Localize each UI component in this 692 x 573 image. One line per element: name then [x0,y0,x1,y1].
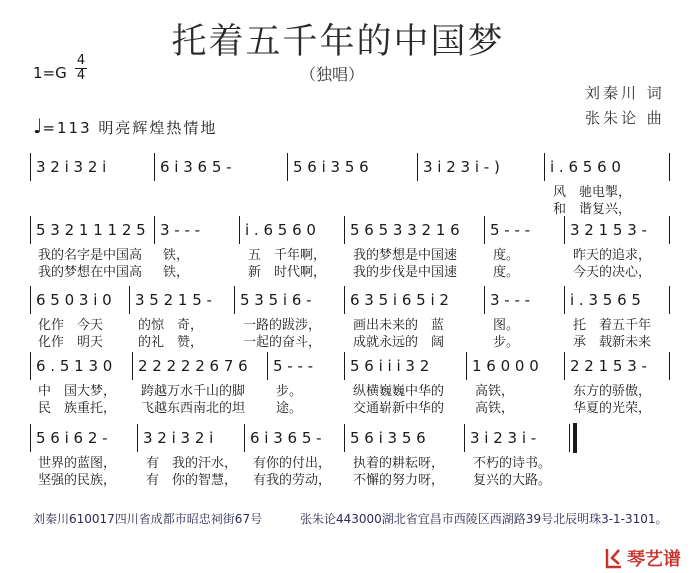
lyric-verse-2: 成就永远的 阔 [353,335,445,350]
measure [345,352,467,417]
measure [345,286,485,351]
measure [465,424,570,489]
measure-notes: 5 6 i 3 5 6 [345,424,465,452]
measure-notes: 6 . 5 1 3 0 [30,352,133,380]
measure-notes: 3 i 2 3 i - ) [418,153,545,181]
composer-credit: 张朱论 曲 [585,109,665,127]
measure-notes: 3 - - - [485,286,565,314]
measure [565,352,670,417]
measure-notes: 1 6 0 0 0 [467,352,565,380]
measure [155,216,240,281]
lyric-verse-1: 五 千年啊， [248,248,327,263]
lyric-verse-1: 世界的蓝图， [38,456,117,471]
measure [30,216,155,281]
quarter-note-icon: ♩ [33,114,43,138]
lyric-verse-1: 有 我的汗水， [146,456,238,471]
qinyipu-logo-icon [604,547,624,569]
staff-row-3 [30,286,670,351]
staff-row-4 [30,352,670,417]
measure [565,286,670,351]
measure-notes: 3 i 2 3 i - [465,424,570,452]
measure-notes: 2 2 1 5 3 - [565,352,670,380]
measure-notes: i . 6 5 6 0 [545,153,670,181]
lyric-verse-1: 一路的跋涉， [243,318,322,333]
lyric-verse-2: 交通崭新中华的 [353,401,445,416]
lyric-verse-2: 高铁， [475,401,515,416]
lyric-verse-2: 和 谐复兴， [553,202,632,217]
measure-notes: 3 2 i 3 2 i [138,424,245,452]
measure [418,153,545,181]
lyric-verse-2: 今天的决心， [573,265,652,280]
measure [138,424,245,489]
measure [30,352,133,417]
lyric-verse-2: 步。 [493,335,520,350]
song-title: 托着五千年的中国梦 [171,22,505,62]
measure-notes: 3 5 2 1 5 - [130,286,235,314]
lyric-verse-2: 我的梦想在中国高 [38,265,143,280]
site-logo [604,545,681,571]
lyric-verse-1: 我的名字是中国高 [38,248,143,263]
lyric-verse-1: 度。 [493,248,520,263]
measure-notes: 5 3 2 1 1 1 2 5 [30,216,155,244]
measure [268,352,345,417]
lyric-verse-1: 图。 [493,318,520,333]
lyric-verse-1: 画出未来的 蓝 [353,318,445,333]
lyric-verse-1: 中 国大梦， [38,384,117,399]
measure-notes: 6 i 3 6 5 - [245,424,345,452]
measure [288,153,418,181]
lyric-verse-1: 托 着五千年 [573,318,652,333]
lyric-verse-1: 铁， [163,248,190,263]
lyric-verse-2: 有我的劳动， [253,473,332,488]
lyric-verse-1: 有你的付出， [253,456,332,471]
measure [565,216,670,281]
lyric-verse-1: 跨越万水千山的脚 [141,384,246,399]
lyric-verse-1: 高铁， [475,384,515,399]
measure [485,216,565,281]
measure [345,216,485,281]
composer-address: 张朱论443000湖北省宜昌市西陵区西湖路39号北辰明珠3-1-3101。 [300,512,668,526]
final-double-barline [573,423,577,453]
measure-notes: 3 2 i 3 2 i [30,153,155,181]
measure-notes: 5 6 i 6 2 - [30,424,138,452]
measure-notes: i . 6 5 6 0 [240,216,345,244]
lyric-verse-1: 化作 今天 [38,318,104,333]
measure-notes: 6 i 3 6 5 - [155,153,288,181]
measure [345,424,465,489]
lyric-verse-1: 东方的骄傲， [573,384,652,399]
measure [30,286,130,351]
tempo-marking [33,114,217,138]
measure-notes: 6 5 0 3 i 0 [30,286,130,314]
measure [235,286,345,351]
lyric-verse-2: 度。 [493,265,520,280]
measure [30,424,138,489]
time-signature [75,54,87,83]
lyric-verse-1: 步。 [276,384,303,399]
measure-notes: 3 2 1 5 3 - [565,216,670,244]
lyric-verse-2: 我的步伐是中国速 [353,265,458,280]
measure [240,216,345,281]
lyric-verse-2: 复兴的大路。 [473,473,552,488]
measure-notes: 5 3 5 i 6 - [235,286,345,314]
staff-row-1 [30,153,670,218]
time-signature-bottom: 4 [76,68,86,83]
measure [130,286,235,351]
lyric-verse-2: 华夏的光荣， [573,401,652,416]
lyric-verse-2: 新 时代啊， [248,265,327,280]
staff-row-2 [30,216,670,281]
lyric-verse-2: 不懈的努力呀， [353,473,445,488]
tempo-text: =113 明亮辉煌热情地 [42,119,218,137]
measure-notes: 5 - - - [485,216,565,244]
lyric-verse-1: 风 驰电掣， [553,185,632,200]
measure [30,153,155,181]
measure [133,352,268,417]
lyric-verse-2: 途。 [276,401,303,416]
measure [155,153,288,181]
measure-notes: 6 3 5 i 6 5 i 2 [345,286,485,314]
measure-notes: 5 - - - [268,352,345,380]
lyric-verse-2: 承 载新未来 [573,335,652,350]
lyric-verse-2: 有 你的智慧， [146,473,238,488]
measure [467,352,565,417]
time-signature-top: 4 [76,53,86,68]
key-signature: 1=G [33,64,67,82]
measure-notes: 5 6 5 3 3 2 1 6 [345,216,485,244]
lyric-verse-1: 的惊 奇， [138,318,204,333]
lyric-verse-1: 纵横巍巍中华的 [353,384,445,399]
lyric-verse-1: 不朽的诗书。 [473,456,552,471]
lyric-verse-2: 飞越东西南北的坦 [141,401,246,416]
lyric-verse-2: 民 族重托， [38,401,117,416]
measure [485,286,565,351]
measure-notes: i . 3 5 6 5 [565,286,670,314]
lyric-verse-2: 一起的奋斗， [243,335,322,350]
measure-notes: 3 - - - [155,216,240,244]
lyricist-credit: 刘秦川 词 [585,84,665,102]
measure [545,153,670,218]
lyric-verse-2: 铁， [163,265,190,280]
lyric-verse-2: 的礼 赞， [138,335,204,350]
lyric-verse-2: 化作 明天 [38,335,104,350]
staff-row-5 [30,424,577,489]
performance-type: （独唱） [300,65,365,84]
lyric-verse-2: 坚强的民族， [38,473,117,488]
measure-notes: 5 6 i 3 5 6 [288,153,418,181]
measure [245,424,345,489]
measure-notes: 2 2 2 2 2 6 7 6 [133,352,268,380]
lyric-verse-1: 我的梦想是中国速 [353,248,458,263]
lyricist-address: 刘秦川610017四川省成都市昭忠祠街67号 [33,512,263,526]
lyric-verse-1: 执着的耕耘呀， [353,456,445,471]
logo-text: 琴艺谱 [627,549,681,570]
measure-notes: 5 6 i i i 3 2 [345,352,467,380]
lyric-verse-1: 昨天的追求， [573,248,652,263]
